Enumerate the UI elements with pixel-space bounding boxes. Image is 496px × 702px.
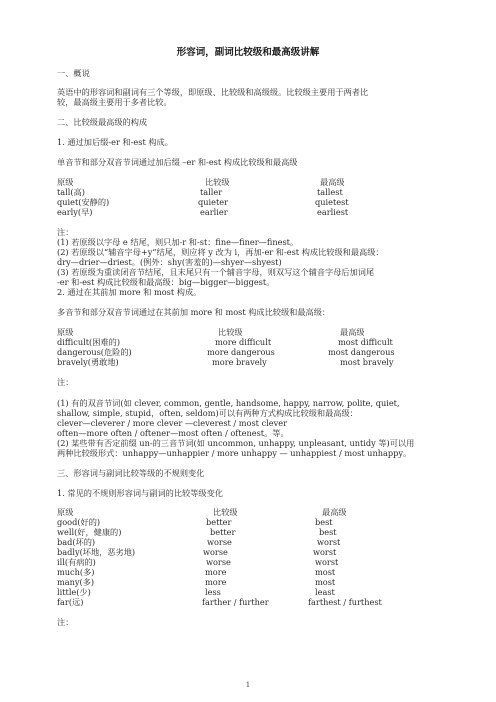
paragraph-line: 多音节和部分双音节词通过在其前加 more 和 most 构成比较级和最高级： <box>57 307 331 317</box>
table-cell: more bravely <box>212 357 267 367</box>
subheading: 1. 通过加后缀-er 和-est 构成。 <box>57 137 173 147</box>
table-header-comparative: 比较级 <box>213 507 238 517</box>
table-cell: more <box>205 577 227 587</box>
table-cell: most <box>315 567 336 577</box>
table-cell: better <box>206 517 232 527</box>
subheading: 2. 通过在其前加 more 和 most 构成。 <box>57 287 202 297</box>
note-label: 注： <box>57 377 74 387</box>
table-cell: farther / further <box>202 597 269 607</box>
page-number: 1 <box>245 681 251 689</box>
table-cell: best <box>319 527 337 537</box>
table-cell: many(多) <box>57 577 95 587</box>
table-cell: difficult(困难的) <box>57 337 121 347</box>
table-cell: more dangerous <box>207 347 275 357</box>
table-cell: ill(有病的) <box>57 557 96 567</box>
table-cell: worst <box>315 557 339 567</box>
table-cell: most dangerous <box>328 347 395 357</box>
note-line: -er 和-est 构成比较级和最高级：big—bigger—biggest。 <box>57 277 275 287</box>
note-line: dry—drier—driest。(例外：shy(害羞的)—shyer—shyest) <box>57 257 282 267</box>
table-cell: worse <box>203 547 228 557</box>
note-line: (3) 若原级为重读闭音节结尾，且末尾只有一个辅音字母，则双写这个辅音字母后加词尾 <box>57 267 375 277</box>
table-cell: quiet(安静的) <box>57 197 110 207</box>
table-cell: early(早) <box>57 207 93 217</box>
table-cell: worst <box>313 547 337 557</box>
table-cell: worst <box>317 537 341 547</box>
table-cell: good(好的) <box>57 517 101 527</box>
table-cell: worse <box>206 557 231 567</box>
table-cell: better <box>210 527 236 537</box>
note-line: often—more often / oftener—most often / oftenest。等。 <box>57 428 289 438</box>
table-header-base: 原级 <box>57 507 74 517</box>
note-line: (1) 有的双音节词(如 clever, common, gentle, handsome, happy, narrow, polite, quiet, <box>57 398 400 408</box>
paragraph-line: 英语中的形容词和副词有三个等级，即原级、比较级和高级级。比较级主要用于两者比 <box>57 87 369 97</box>
section-heading-formation: 二、比较级最高级的构成 <box>57 117 148 127</box>
table-cell: taller <box>200 187 223 197</box>
table-cell: quieter <box>198 197 229 207</box>
page-title: 形容词，副词比较级和最高级讲解 <box>176 47 320 58</box>
table-header-superlative: 最高级 <box>340 327 365 337</box>
table-cell: tallest <box>317 187 343 197</box>
table-cell: least <box>315 587 335 597</box>
table-header-comparative: 比较级 <box>205 177 230 187</box>
note-line: (2) 若原级以“辅音字母+y”结尾，则应将 y 改为 i，再加-er 和-est 构成比较级和最高级： <box>57 247 384 257</box>
table-cell: earlier <box>200 207 228 217</box>
subheading: 1. 常见的不规则形容词与副词的比较等级变化 <box>57 488 223 498</box>
table-header-base: 原级 <box>57 327 74 337</box>
table-cell: farthest / furthest <box>308 597 382 607</box>
table-cell: quietest <box>315 197 349 207</box>
table-cell: best <box>315 517 333 527</box>
table-cell: tall(高) <box>57 187 85 197</box>
table-cell: much(多) <box>57 567 95 577</box>
note-line: clever—cleverer / more clever —cleverest / most clever <box>57 418 288 428</box>
table-cell: well(好，健康的) <box>57 527 122 537</box>
table-cell: most bravely <box>340 357 394 367</box>
section-heading-irregular: 三、形容词与副词比较等级的不规则变化 <box>57 468 205 478</box>
note-line: shallow, simple, stupid，often, seldom)可以有两种方式构成比较级和最高级： <box>57 408 358 418</box>
paragraph-line: 单音节和部分双音节词通过加后缀 –er 和-est 构成比较级和最高级 <box>57 157 298 167</box>
table-cell: most difficult <box>338 337 393 347</box>
table-cell: badly(坏地，恶劣地) <box>57 547 136 557</box>
paragraph-line: 较，最高级主要用于多者比较。 <box>57 97 172 107</box>
table-cell: dangerous(危险的) <box>57 347 132 357</box>
table-cell: earliest <box>317 207 349 217</box>
table-cell: more difficult <box>215 337 272 347</box>
table-cell: worse <box>207 537 232 547</box>
note-label: 注： <box>57 227 74 237</box>
table-cell: more <box>205 567 227 577</box>
table-header-superlative: 最高级 <box>320 177 345 187</box>
table-cell: far(远) <box>57 597 84 607</box>
note-label: 注： <box>57 617 74 627</box>
table-header-comparative: 比较级 <box>218 327 243 337</box>
table-cell: bravely(勇敢地) <box>57 357 119 367</box>
table-cell: most <box>315 577 336 587</box>
table-header-base: 原级 <box>57 177 74 187</box>
table-cell: less <box>205 587 221 597</box>
note-line: 两种比较级形式：unhappy—unhappier / more unhappy — unhappiest / most unhappy。 <box>57 448 412 458</box>
table-cell: bad(坏的) <box>57 537 96 547</box>
table-cell: little(少) <box>57 587 91 597</box>
note-line: (1) 若原级以字母 e 结尾，则只加-r 和-st：fine—finer—finest。 <box>57 237 299 247</box>
table-header-superlative: 最高级 <box>322 507 347 517</box>
section-heading-overview: 一、概说 <box>57 68 90 78</box>
note-line: (2) 某些带有否定前缀 un-的三音节词(如 uncommon, unhappy, unpleasant, untidy 等)可以用 <box>57 438 415 448</box>
